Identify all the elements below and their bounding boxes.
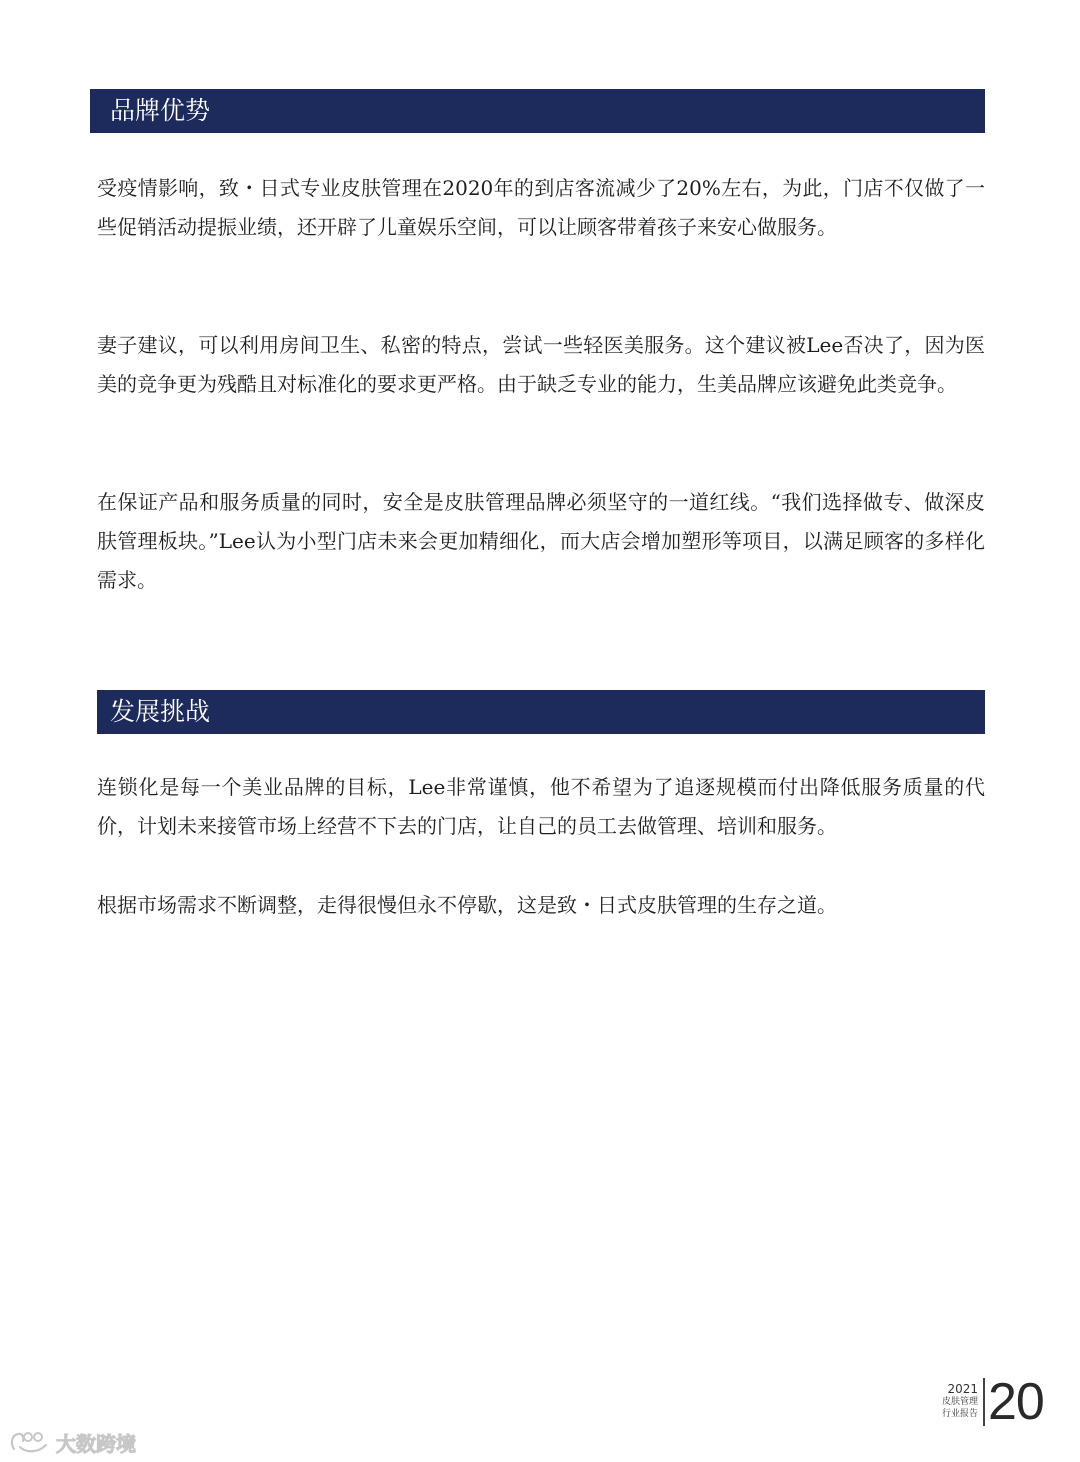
paragraph: 在保证产品和服务质量的同时，安全是皮肤管理品牌必须坚守的一道红线。“我们选择做专、做深皮肤管理板块。”Lee认为小型门店未来会更加精细化，而大店会增加塑形等项目，以满足顾客的多样化需求。 <box>97 490 985 592</box>
paragraph: 连锁化是每一个美业品牌的目标，Lee非常谨慎，他不希望为了追逐规模而付出降低服务质量的代价，计划未来接管市场上经营不下去的门店，让自己的员工去做管理、培训和服务。 <box>97 775 985 838</box>
paragraph: 妻子建议，可以利用房间卫生、私密的特点，尝试一些轻医美服务。这个建议被Lee否决了，因为医美的竞争更为残酷且对标准化的要求更严格。由于缺乏专业的能力，生美品牌应该避免此类竞争。 <box>97 333 985 396</box>
brand-logo-icon <box>8 1429 52 1455</box>
watermark <box>8 1428 136 1456</box>
section-heading-development-challenges: 发展挑战 <box>97 690 985 734</box>
section-heading-brand-advantage: 品牌优势 <box>90 89 985 133</box>
page-number: 20 <box>988 1373 1044 1431</box>
footer-report-title <box>926 1382 978 1420</box>
paragraph: 受疫情影响，致・日式专业皮肤管理在2020年的到店客流减少了20%左右，为此，门店不仅做了一些促销活动提振业绩，还开辟了儿童娱乐空间，可以让顾客带着孩子来安心做服务。 <box>97 176 985 239</box>
footer-year: 2021 <box>947 1382 978 1396</box>
page-footer <box>926 1373 1056 1431</box>
footer-divider <box>983 1378 985 1426</box>
footer-title-line-2: 行业报告 <box>941 1409 978 1419</box>
paragraph: 根据市场需求不断调整，走得很慢但永不停歇，这是致・日式皮肤管理的生存之道。 <box>97 893 837 917</box>
footer-title-line-1: 皮肤管理 <box>941 1397 978 1407</box>
watermark-text: 大数跨境 <box>56 1431 136 1456</box>
